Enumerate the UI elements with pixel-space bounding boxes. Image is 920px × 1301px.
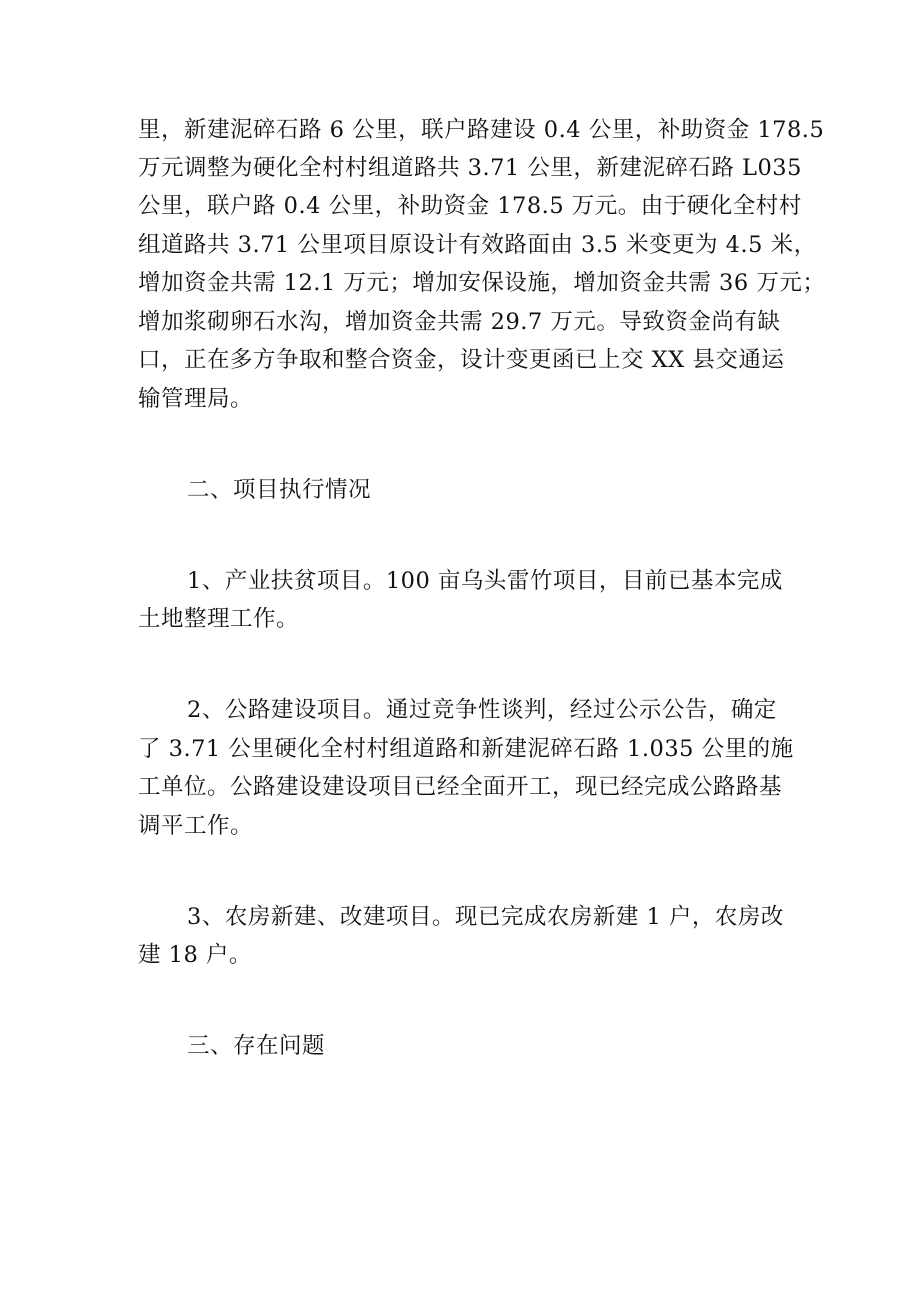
text-line: 1、产业扶贫项目。100 亩乌头雷竹项目，目前已基本完成 bbox=[187, 568, 783, 594]
text-line: 工单位。公路建设建设项目已经全面开工，现已经完成公路路基 bbox=[138, 774, 783, 800]
section-heading-project-execution: 二、项目执行情况 bbox=[187, 477, 372, 503]
text-line: 口，正在多方争取和整合资金，设计变更函已上交 XX 县交通运 bbox=[138, 347, 785, 373]
text-line: 里，新建泥碎石路 6 公里，联户路建设 0.4 公里，补助资金 178.5 bbox=[138, 117, 825, 143]
text-line: 输管理局。 bbox=[138, 386, 254, 412]
text-line: 增加浆砌卵石水沟，增加资金共需 29.7 万元。导致资金尚有缺 bbox=[138, 309, 781, 335]
text-line: 了 3.71 公里硬化全村村组道路和新建泥碎石路 1.035 公里的施 bbox=[138, 736, 794, 762]
text-line: 公里，联户路 0.4 公里，补助资金 178.5 万元。由于硬化全村村 bbox=[138, 193, 802, 219]
text-line: 调平工作。 bbox=[138, 813, 254, 839]
text-line: 2、公路建设项目。通过竞争性谈判，经过公示公告，确定 bbox=[187, 697, 777, 723]
text-line: 建 18 户。 bbox=[138, 942, 252, 968]
text-line: 土地整理工作。 bbox=[138, 606, 300, 632]
text-line: 增加资金共需 12.1 万元；增加安保设施，增加资金共需 36 万元； bbox=[138, 270, 826, 296]
section-heading-existing-problems: 三、存在问题 bbox=[187, 1033, 326, 1059]
text-line: 万元调整为硬化全村村组道路共 3.71 公里，新建泥碎石路 L035 bbox=[138, 155, 802, 181]
text-line: 组道路共 3.71 公里项目原设计有效路面由 3.5 米变更为 4.5 米， bbox=[138, 232, 817, 258]
text-line: 3、农房新建、改建项目。现已完成农房新建 1 户，农房改 bbox=[187, 904, 784, 930]
